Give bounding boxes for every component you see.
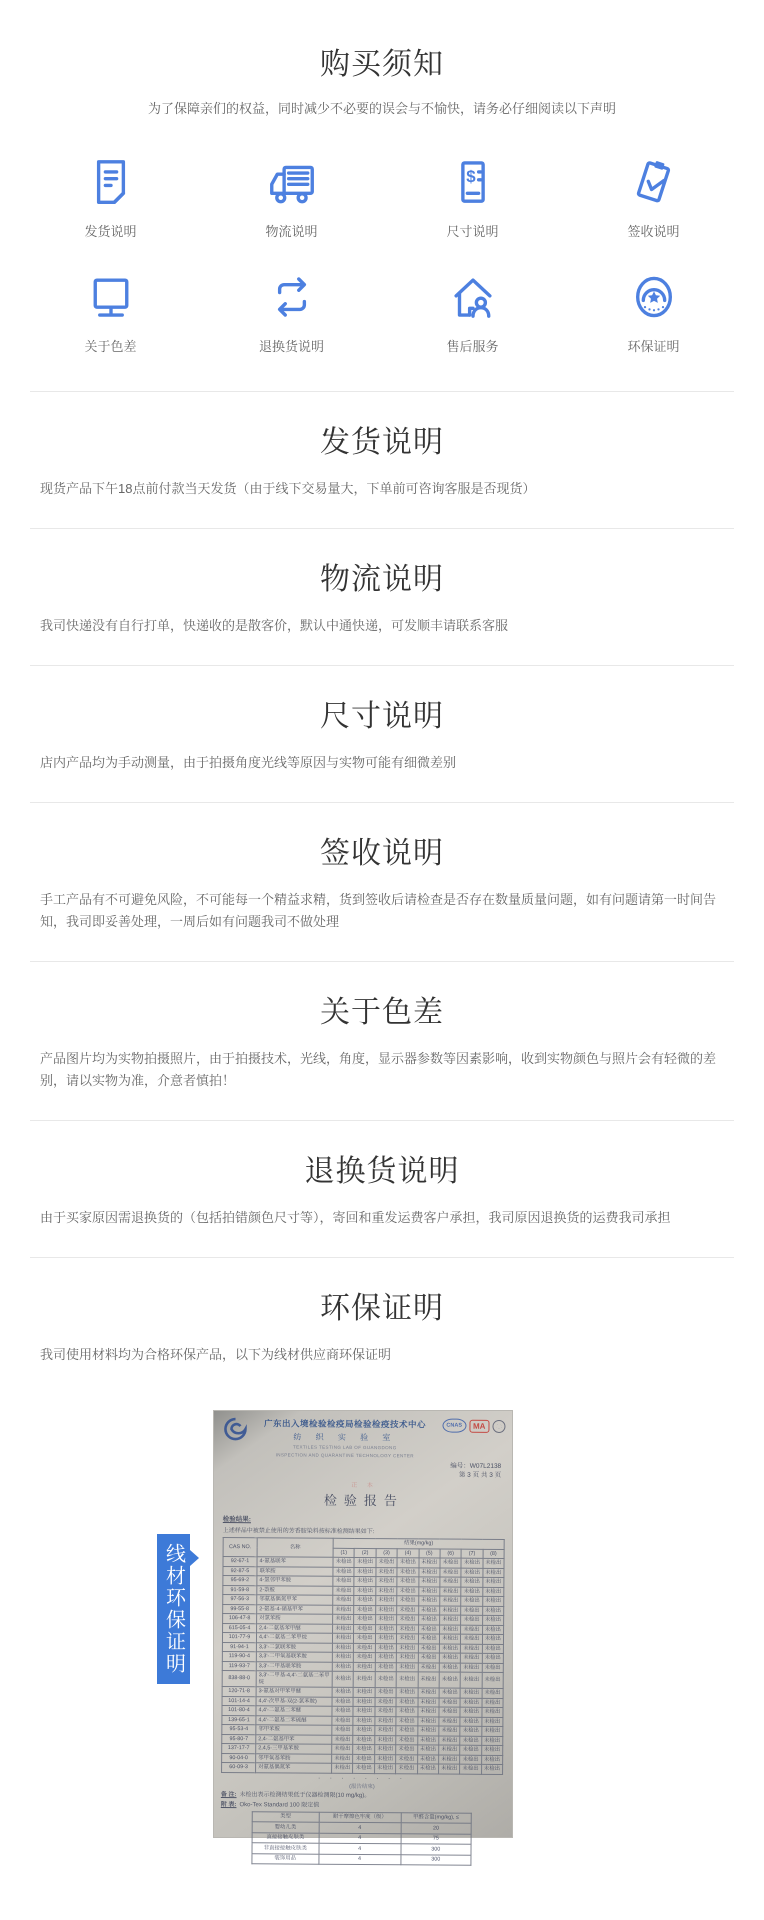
- notice-item-size: [382, 155, 563, 240]
- cert-original-mark: 正 本: [351, 1482, 377, 1490]
- section-eco: [0, 1258, 764, 1366]
- cert-note-line: [221, 1791, 503, 1801]
- oeko-tex-limit-table: [251, 1811, 471, 1866]
- notice-item-eco: [563, 270, 744, 355]
- sign-check-icon: [627, 155, 681, 209]
- amine-table-row: 60-09-3 对氨基偶氮苯 未检出 未检出 未检出 未检出 未检出 未检出 未检出 未检出: [222, 1763, 503, 1774]
- result-subcolumn: (3): [376, 1548, 397, 1558]
- notice-item-label: 发货说明: [84, 224, 137, 239]
- section-logistics: [0, 529, 764, 665]
- cnas-mark-icon: CNAS: [442, 1419, 466, 1433]
- cert-org-block: [247, 1417, 442, 1458]
- color-monitor-icon: [84, 270, 138, 324]
- section-title: 签收说明: [320, 837, 444, 870]
- amine-table-row: 95-69-2 4-氯邻甲苯胺 未检出 未检出 未检出 未检出 未检出 未检出 未检出 未检出: [223, 1576, 504, 1587]
- section-body: 产品图片均为实物拍摄照片，由于拍摄技术，光线，角度，显示器参数等因素影响，收到实物颜色与照片会有轻微的差别，请以实物为准，介意者慎拍！: [40, 1051, 717, 1088]
- amine-table-row: 101-77-9 4,4'-二氨基二苯甲烷 未检出 未检出 未检出 未检出 未检出 未检出 未检出 未检出: [222, 1633, 503, 1644]
- inspection-report-paper: [211, 1409, 514, 1866]
- notice-item-aftersale: [382, 270, 563, 355]
- cma-mark-icon: MA: [469, 1419, 490, 1432]
- oeko-table-row: 婴幼儿类 4 20: [252, 1822, 471, 1834]
- amine-table-row: 106-47-8 对氯苯胺 未检出 未检出 未检出 未检出 未检出 未检出 未检出 未检出: [223, 1614, 504, 1625]
- oeko-table-row: 装饰用品 4 300: [252, 1853, 471, 1865]
- notice-icon-grid: [20, 155, 744, 355]
- iqtc-swirl-logo-icon: [223, 1417, 247, 1441]
- cert-appendix-title: Oko-Tex Standard 100 限定值: [239, 1801, 320, 1809]
- amine-table-row: 95-80-7 2,4-二氨基甲苯 未检出 未检出 未检出 未检出 未检出 未检出 未检出 未检出: [222, 1734, 503, 1745]
- notice-item-returns: [201, 270, 382, 355]
- notice-item-color: [20, 270, 201, 355]
- cert-report-end: (报告结束): [349, 1783, 375, 1790]
- section-size: [0, 666, 764, 802]
- svg-text:$: $: [465, 167, 476, 186]
- section-title: 退换货说明: [304, 1155, 460, 1188]
- amine-table-row: 101-14-4 4,4'-次甲基-双(2-氯苯胺) 未检出 未检出 未检出 未检出 未检出 未检出 未检出 未检出: [222, 1696, 503, 1707]
- result-subcolumn: (4): [397, 1548, 418, 1558]
- cert-title: 检验报告: [323, 1492, 405, 1509]
- page-header: [0, 0, 764, 391]
- amine-table-row: 119-90-4 3,3'-二甲氧基联苯胺 未检出 未检出 未检出 未检出 未检出 未检出 未检出 未检出: [222, 1652, 503, 1663]
- amine-table-row: 119-93-7 3,3'-二甲基联苯胺 未检出 未检出 未检出 未检出 未检出 未检出 未检出 未检出: [222, 1661, 503, 1672]
- cert-number-block: [223, 1460, 505, 1480]
- cert-ribbon-text: 线材环保证明: [162, 1543, 185, 1675]
- amine-table-row: 90-04-0 邻甲氧基苯胺 未检出 未检出 未检出 未检出 未检出 未检出 未检出 未检出: [222, 1753, 503, 1764]
- amine-table-row: 97-56-3 邻氨基偶氮甲苯 未检出 未检出 未检出 未检出 未检出 未检出 未检出 未检出: [223, 1595, 504, 1606]
- amine-table-row: 92-67-1 4-氨基联苯 未检出 未检出 未检出 未检出 未检出 未检出 未检出 未检出: [223, 1557, 504, 1568]
- cert-note-text: 未检出表示检测结果低于仪器检测限(10 mg/kg)。: [239, 1791, 371, 1799]
- return-exchange-icon: [265, 270, 319, 324]
- section-title: 尺寸说明: [320, 700, 444, 733]
- notice-item-sign: [563, 155, 744, 240]
- section-returns: [0, 1121, 764, 1257]
- page-title: 购买须知: [320, 48, 444, 81]
- delivery-note-icon: [84, 155, 138, 209]
- section-body: 现货产品下午18点前付款当天发货（由于线下交易量大，下单前可咨询客服是否现货）: [40, 481, 536, 496]
- oeko-header-cell: 耐干摩擦色牢度（级）: [319, 1812, 401, 1823]
- cert-ribbon: [157, 1534, 190, 1684]
- amine-table-row: 139-65-1 4,4'-二氨基二苯硫醚 未检出 未检出 未检出 未检出 未检出 未检出 未检出 未检出: [222, 1715, 503, 1726]
- section-body: 手工产品有不可避免风险，不可能每一个精益求精，货到签收后请检查是否存在数量质量问题，如有问题请第一时间告知，我司即妥善处理，一周后如有问题我司不做处理: [40, 892, 717, 929]
- col-header-cas: CAS NO.: [223, 1538, 257, 1557]
- ribbon-arrow-icon: [190, 1550, 199, 1566]
- section-shipping: [0, 392, 764, 528]
- amine-table-row: 99-55-8 2-氨基-4-硝基甲苯 未检出 未检出 未检出 未检出 未检出 未检出 未检出 未检出: [223, 1604, 504, 1615]
- notice-item-label: 签收说明: [627, 224, 680, 239]
- amine-table-row: 91-94-1 3,3'-二氯联苯胺 未检出 未检出 未检出 未检出 未检出 未检出 未检出 未检出: [222, 1642, 503, 1653]
- amine-table-row: 120-71-8 3-氨基对甲苯甲醚 未检出 未检出 未检出 未检出 未检出 未检出 未检出 未检出: [222, 1687, 503, 1698]
- cert-header: [223, 1417, 505, 1459]
- logistics-truck-icon: [265, 155, 319, 209]
- section-title: 环保证明: [320, 1292, 444, 1325]
- result-subcolumn: (5): [419, 1548, 440, 1558]
- cert-dots: · · · · · · · ·: [318, 1775, 406, 1782]
- notice-item-label: 物流说明: [265, 224, 318, 239]
- amine-table-row: 615-05-4 2,4-二氨基苯甲醚 未检出 未检出 未检出 未检出 未检出 未检出 未检出 未检出: [223, 1623, 504, 1634]
- notice-item-label: 售后服务: [446, 339, 499, 354]
- amine-table-row: 92-87-5 联苯胺 未检出 未检出 未检出 未检出 未检出 未检出 未检出 未检出: [223, 1566, 504, 1577]
- amine-table-row: 101-80-4 4,4'-二氨基二苯醚 未检出 未检出 未检出 未检出 未检出 未检出 未检出 未检出: [222, 1706, 503, 1717]
- cert-page-no: 第 3 页 共 3 页: [458, 1471, 502, 1479]
- size-receipt-icon: [446, 155, 500, 209]
- section-sign: [0, 803, 764, 961]
- cert-lab-name: 纺 织 实 验 室: [293, 1432, 397, 1443]
- amine-table-row: 137-17-7 2,4,5-三甲基苯胺 未检出 未检出 未检出 未检出 未检出 未检出 未检出 未检出: [222, 1744, 503, 1755]
- col-header-result: 结果(mg/kg): [333, 1538, 504, 1549]
- section-color: [0, 962, 764, 1120]
- notice-item-shipping: [20, 155, 201, 240]
- result-subcolumn: (2): [354, 1548, 375, 1558]
- eco-certificate-figure: [0, 1410, 764, 1863]
- cert-note-label: 备 注:: [220, 1791, 237, 1798]
- cert-org-en2: INSPECTION AND QUARANTINE TECHNOLOGY CENTER: [275, 1451, 414, 1458]
- notice-item-logistics: [201, 155, 382, 240]
- section-title: 关于色差: [320, 996, 444, 1029]
- cert-result-heading: 检验结果:: [222, 1516, 252, 1524]
- section-body: 我司使用材料均为合格环保产品，以下为线材供应商环保证明: [40, 1347, 392, 1362]
- section-body: 我司快递没有自行打单，快递收的是散客价，默认中通快递，可发顺丰请联系客服: [40, 618, 509, 633]
- cert-org-name: 广东出入境检验检疫局检验检疫技术中心: [263, 1418, 427, 1430]
- cert-org-en1: TEXTILES TESTING LAB OF GUANGDONG: [292, 1444, 397, 1451]
- result-subcolumn: (6): [440, 1549, 461, 1559]
- cert-accreditation-marks: [442, 1419, 505, 1433]
- cert-appendix-label: 附 表:: [220, 1801, 237, 1808]
- notice-item-label: 尺寸说明: [446, 224, 499, 239]
- after-sale-home-icon: [446, 270, 500, 324]
- result-subcolumn: (8): [483, 1549, 504, 1559]
- amine-table-row: 91-59-8 2-萘胺 未检出 未检出 未检出 未检出 未检出 未检出 未检出 未检出: [223, 1585, 504, 1596]
- cert-appendix-line: [221, 1801, 503, 1811]
- banned-amine-result-table: [221, 1537, 505, 1774]
- page-subtitle: 为了保障亲们的权益，同时减少不必要的误会与不愉快，请务必仔细阅读以下声明: [147, 101, 616, 116]
- section-title: 物流说明: [320, 563, 444, 596]
- amine-table-row: 838-88-0 3,3'-二甲基-4,4'-二氨基二苯甲烷 未检出 未检出 未检出 未检出 未检出 未检出 未检出 未检出: [222, 1671, 503, 1689]
- section-body: 店内产品均为手动测量，由于拍摄角度光线等原因与实物可能有细微差别: [40, 755, 457, 770]
- result-subcolumn: (7): [461, 1549, 482, 1559]
- notice-item-label: 关于色差: [84, 339, 137, 354]
- notice-item-label: 退换货说明: [258, 339, 324, 354]
- result-subcolumn: (1): [333, 1548, 354, 1558]
- col-header-name: 名称: [257, 1538, 333, 1558]
- cert-result-intro: 上述样品中被禁止使用的芳香胺染料按标准检测结果如下:: [222, 1528, 375, 1536]
- section-title: 发货说明: [320, 426, 444, 459]
- cert-report-no: 编号：W07L2138: [450, 1462, 502, 1470]
- oeko-header-cell: 类型: [252, 1811, 319, 1822]
- globe-mark-icon: [492, 1419, 505, 1432]
- eco-badge-icon: [627, 270, 681, 324]
- oeko-table-row: 非直接接触皮肤类 4 300: [252, 1843, 471, 1855]
- amine-table-row: 95-53-4 邻甲苯胺 未检出 未检出 未检出 未检出 未检出 未检出 未检出 未检出: [222, 1725, 503, 1736]
- notice-item-label: 环保证明: [627, 339, 680, 354]
- section-body: 由于买家原因需退换货的（包括拍错颜色尺寸等），寄回和重发运费客户承担，我司原因退换货的运费我司承担: [40, 1210, 671, 1225]
- oeko-header-cell: 甲醛含量(mg/kg), ≤: [401, 1812, 471, 1823]
- inspection-report-photo: [213, 1410, 513, 1863]
- oeko-table-row: 直接接触皮肤类 4 75: [252, 1832, 471, 1844]
